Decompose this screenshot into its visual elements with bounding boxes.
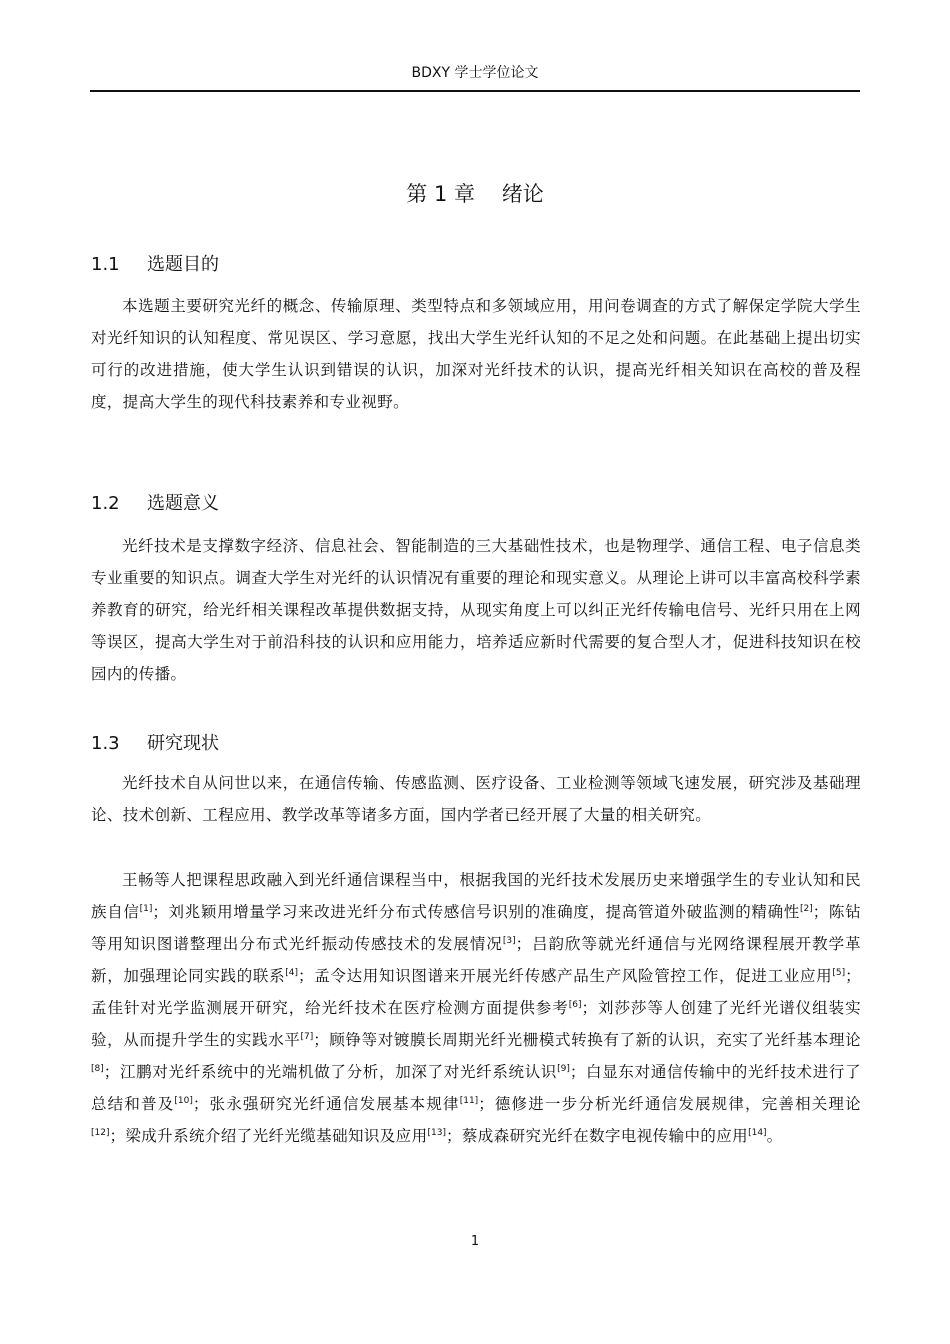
body-paragraph <box>91 530 861 690</box>
section-title: 研究现状 <box>147 733 219 754</box>
citation-ref: [13] <box>427 1127 446 1138</box>
paragraph-text: ；刘兆颖用增量学习来改进光纤分布式传感信号识别的准确度，提高管道外破监测的精确性 <box>152 903 800 921</box>
paragraph-text: ；梁成升系统介绍了光纤光缆基础知识及应用 <box>109 1127 428 1145</box>
section-heading <box>91 730 219 758</box>
paragraph-text: 王畅等人把课程思政融入到光纤通信课程当中，根据我国的光纤技术发展历史来增强学生的专业认知和民族自信 <box>91 871 861 921</box>
body-paragraph <box>91 864 861 1152</box>
body-paragraph <box>91 767 861 831</box>
page-number: 1 <box>470 1234 480 1249</box>
paragraph-text: 本选题主要研究光纤的概念、传输原理、类型特点和多领域应用，用问卷调查的方式了解保定学院大学生对光纤知识的认知程度、常见误区、学习意愿，找出大学生光纤认知的不足之处和问题。在此基础上提出切实可行的改进措施，使大学生认识到错误的认识，加深对光纤技术的认识，提高光纤相关知识在高校的普及程度，提高大学生的现代科技素养和专业视野。 <box>91 297 861 411</box>
citation-ref: [7] <box>300 1031 314 1042</box>
citation-ref: [9] <box>557 1063 570 1074</box>
citation-ref: [10] <box>174 1095 193 1106</box>
section-heading <box>91 490 219 518</box>
citation-ref: [14] <box>748 1127 767 1138</box>
paragraph-text: 。 <box>766 1127 783 1145</box>
section-title: 选题目的 <box>147 254 219 275</box>
header-rule <box>90 90 860 92</box>
running-header: BDXY 学士学位论文 <box>411 65 539 81</box>
citation-ref: [12] <box>91 1127 110 1138</box>
paragraph-text: ；白显东对通信传输中的光纤技术进行了总结和普及 <box>91 1063 862 1113</box>
paragraph-text: ；顾铮等对镀膜长周期光纤光栅模式转换有了新的认识，充实了光纤基本理论 <box>313 1031 861 1049</box>
paragraph-text: ；孟佳针对光学监测展开研究，给光纤技术在医疗检测方面提供参考 <box>91 967 861 1017</box>
paragraph-text: ；江鹏对光纤系统中的光端机做了分析，加深了对光纤系统认识 <box>103 1063 558 1081</box>
citation-ref: [4] <box>285 967 299 978</box>
citation-ref: [2] <box>799 903 813 914</box>
paragraph-text: ；孟令达用知识图谱来开展光纤传感产品生产风险管控工作，促进工业应用 <box>298 967 833 985</box>
paragraph-text: 光纤技术是支撑数字经济、信息社会、智能制造的三大基础性技术，也是物理学、通信工程、电子信息类专业重要的知识点。调查大学生对光纤的认识情况有重要的理论和现实意义。从理论上讲可以丰富高校科学素养教育的研究，给光纤相关课程改革提供数据支持，从现实角度上可以纠正光纤传输电信号、光纤只用在上网等误区，提高大学生对于前沿科技的认识和应用能力，培养适应新时代需要的复合型人才，促进科技知识在校园内的传播。 <box>91 537 861 683</box>
paragraph-text: ；陈钻等用知识图谱整理出分布式光纤振动传感技术的发展情况 <box>91 903 862 953</box>
citation-ref: [11] <box>459 1095 479 1106</box>
section-number: 1.1 <box>91 254 120 275</box>
paragraph-text: ；刘莎莎等人创建了光纤光谱仪组装实验，从而提升学生的实践水平 <box>91 999 861 1049</box>
paragraph-text: 光纤技术自从问世以来，在通信传输、传感监测、医疗设备、工业检测等领域飞速发展，研究涉及基础理论、技术创新、工程应用、教学改革等诸多方面，国内学者已经开展了大量的相关研究。 <box>91 774 861 824</box>
chapter-title: 第 1 章 绪论 <box>406 182 544 206</box>
section-heading <box>91 251 219 279</box>
section-title: 选题意义 <box>147 493 219 514</box>
paragraph-text: ；张永强研究光纤通信发展基本规律 <box>192 1095 460 1113</box>
citation-ref: [8] <box>91 1063 104 1074</box>
section-number: 1.3 <box>91 733 120 754</box>
body-paragraph <box>91 290 861 418</box>
paragraph-text: ；吕韵欣等就光纤通信与光网络课程展开教学革新，加强理论同实践的联系 <box>91 935 861 985</box>
paragraph-text: ；德修进一步分析光纤通信发展规律，完善相关理论 <box>478 1095 861 1113</box>
citation-ref: [6] <box>568 999 582 1010</box>
citation-ref: [5] <box>832 967 846 978</box>
paragraph-text: ；蔡成森研究光纤在数字电视传输中的应用 <box>445 1127 749 1145</box>
citation-ref: [1] <box>139 903 153 914</box>
citation-ref: [3] <box>502 935 516 946</box>
section-number: 1.2 <box>91 493 120 514</box>
